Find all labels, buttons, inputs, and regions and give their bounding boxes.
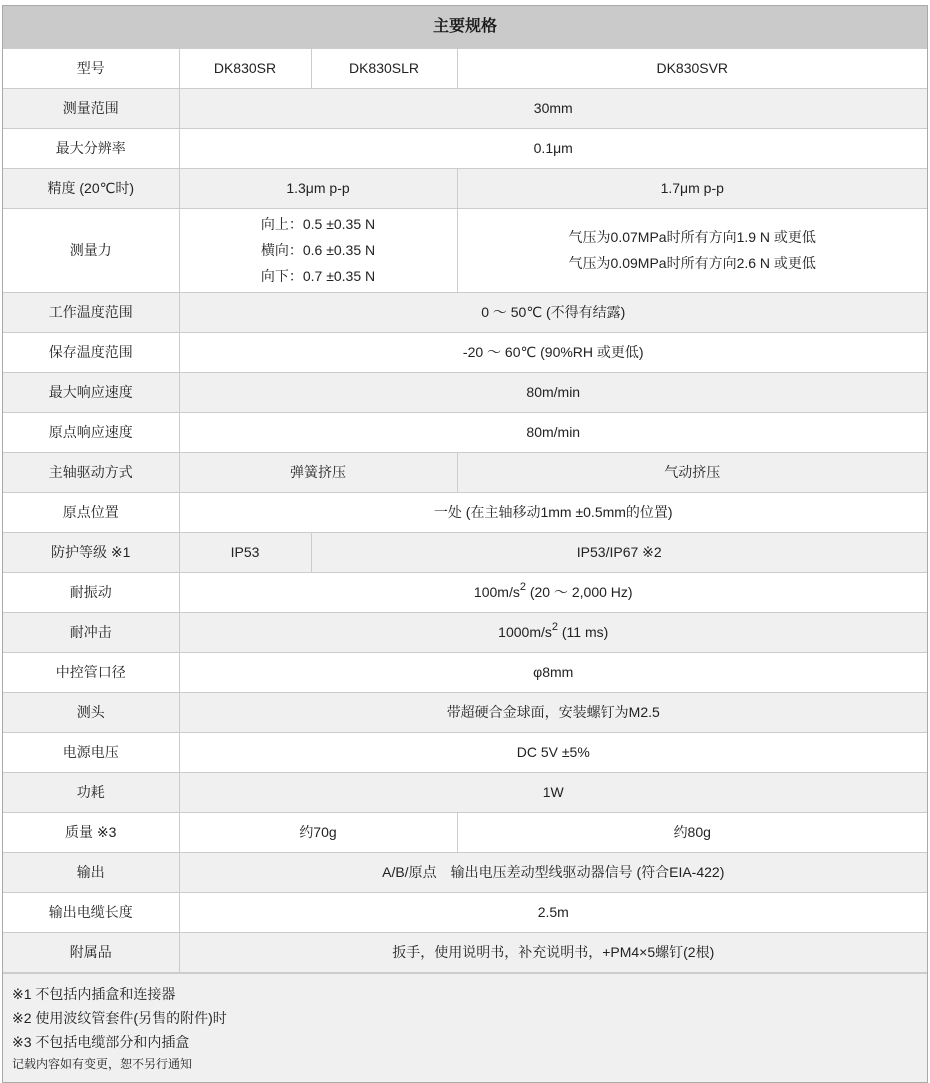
footnotes-section bbox=[3, 973, 927, 1082]
spindle-drive-value-right: 气动挤压 bbox=[457, 452, 927, 492]
probe-value: 带超硬合金球面，安装螺钉为M2.5 bbox=[179, 692, 927, 732]
row-vibration bbox=[3, 572, 927, 612]
vibration-value-post: (20 ～ 2,000 Hz) bbox=[525, 583, 633, 600]
row-protection bbox=[3, 532, 927, 572]
cable-length-label: 输出电缆长度 bbox=[3, 892, 179, 932]
row-model bbox=[3, 48, 927, 88]
row-probe bbox=[3, 692, 927, 732]
accessories-label: 附属品 bbox=[3, 932, 179, 972]
max-response-speed-value: 80m/min bbox=[179, 372, 927, 412]
measuring-force-label: 测量力 bbox=[3, 208, 179, 292]
row-max-response-speed bbox=[3, 372, 927, 412]
hollow-tube-label: 中控管口径 bbox=[3, 652, 179, 692]
max-resolution-label: 最大分辨率 bbox=[3, 128, 179, 168]
hollow-tube-value: φ8mm bbox=[179, 652, 927, 692]
disclaimer-text: 记载内容如有变更，恕不另行通知 bbox=[12, 1056, 193, 1071]
max-response-speed-label: 最大响应速度 bbox=[3, 372, 179, 412]
force-line-lateral: 横向：0.6 ±0.35 N bbox=[260, 242, 376, 258]
mass-label: 质量 ※3 bbox=[3, 812, 179, 852]
row-accuracy bbox=[3, 168, 927, 208]
protection-value-left: IP53 bbox=[179, 532, 311, 572]
row-power-consumption bbox=[3, 772, 927, 812]
model-value-svr: DK830SVR bbox=[457, 48, 927, 88]
origin-response-speed-label: 原点响应速度 bbox=[3, 412, 179, 452]
shock-label: 耐冲击 bbox=[3, 612, 179, 652]
vibration-value-pre: 100m/s bbox=[473, 583, 520, 600]
mass-value-right: 约80g bbox=[457, 812, 927, 852]
mass-value-left: 约70g bbox=[179, 812, 457, 852]
row-cable-length bbox=[3, 892, 927, 932]
protection-value-right: IP53/IP67 ※2 bbox=[311, 532, 927, 572]
accessories-value: 扳手，使用说明书，补充说明书，+PM4×5螺钉(2根) bbox=[179, 932, 927, 972]
spindle-drive-label: 主轴驱动方式 bbox=[3, 452, 179, 492]
max-resolution-value: 0.1μm bbox=[179, 128, 927, 168]
operating-temp-value: 0 ～ 50℃ (不得有结露) bbox=[179, 292, 927, 332]
footnote-1: ※1 不包括内插盒和连接器 bbox=[12, 985, 176, 1002]
force-line-air1: 气压为0.07MPa时所有方向1.9 N 或更低 bbox=[568, 229, 816, 245]
row-accessories bbox=[3, 932, 927, 972]
shock-value-pre: 1000m/s bbox=[498, 623, 552, 640]
footnote-3: ※3 不包括电缆部分和内插盒 bbox=[12, 1033, 190, 1050]
force-line-up: 向上：0.5 ±0.35 N bbox=[260, 216, 376, 232]
output-label: 输出 bbox=[3, 852, 179, 892]
measuring-range-label: 测量范围 bbox=[3, 88, 179, 128]
shock-value bbox=[179, 612, 927, 652]
shock-value-post: (11 ms) bbox=[558, 623, 609, 640]
power-consumption-label: 功耗 bbox=[3, 772, 179, 812]
protection-label: 防护等级 ※1 bbox=[3, 532, 179, 572]
origin-position-value: 一处 (在主轴移动1mm ±0.5mm的位置) bbox=[179, 492, 927, 532]
row-mass bbox=[3, 812, 927, 852]
force-line-air2: 气压为0.09MPa时所有方向2.6 N 或更低 bbox=[568, 255, 816, 271]
accuracy-value-left: 1.3μm p-p bbox=[179, 168, 457, 208]
row-measuring-force bbox=[3, 208, 927, 292]
power-consumption-value: 1W bbox=[179, 772, 927, 812]
measuring-force-value-left bbox=[179, 208, 457, 292]
output-value: A/B/原点 输出电压差动型线驱动器信号 (符合EIA-422) bbox=[179, 852, 927, 892]
power-voltage-label: 电源电压 bbox=[3, 732, 179, 772]
row-spindle-drive bbox=[3, 452, 927, 492]
vibration-label: 耐振动 bbox=[3, 572, 179, 612]
row-hollow-tube bbox=[3, 652, 927, 692]
row-max-resolution bbox=[3, 128, 927, 168]
spindle-drive-value-left: 弹簧挤压 bbox=[179, 452, 457, 492]
storage-temp-label: 保存温度范围 bbox=[3, 332, 179, 372]
row-measuring-range bbox=[3, 88, 927, 128]
shock-value-sup: 2 bbox=[551, 621, 558, 634]
row-storage-temp bbox=[3, 332, 927, 372]
row-origin-response-speed bbox=[3, 412, 927, 452]
row-operating-temp bbox=[3, 292, 927, 332]
vibration-value bbox=[179, 572, 927, 612]
footnote-2: ※2 使用波纹管套件(另售的附件)时 bbox=[12, 1009, 227, 1026]
force-line-down: 向下：0.7 ±0.35 N bbox=[260, 268, 376, 284]
operating-temp-label: 工作温度范围 bbox=[3, 292, 179, 332]
spec-table bbox=[3, 6, 927, 973]
table-title: 主要规格 bbox=[3, 6, 927, 48]
row-output bbox=[3, 852, 927, 892]
row-origin-position bbox=[3, 492, 927, 532]
model-value-slr: DK830SLR bbox=[311, 48, 457, 88]
storage-temp-value: -20 ～ 60℃ (90%RH 或更低) bbox=[179, 332, 927, 372]
model-value-sr: DK830SR bbox=[179, 48, 311, 88]
measuring-force-value-right bbox=[457, 208, 927, 292]
row-power-voltage bbox=[3, 732, 927, 772]
origin-position-label: 原点位置 bbox=[3, 492, 179, 532]
row-shock bbox=[3, 612, 927, 652]
vibration-value-sup: 2 bbox=[519, 581, 526, 594]
spec-title-row bbox=[3, 6, 927, 48]
origin-response-speed-value: 80m/min bbox=[179, 412, 927, 452]
measuring-range-value: 30mm bbox=[179, 88, 927, 128]
power-voltage-value: DC 5V ±5% bbox=[179, 732, 927, 772]
cable-length-value: 2.5m bbox=[179, 892, 927, 932]
accuracy-value-right: 1.7μm p-p bbox=[457, 168, 927, 208]
model-label: 型号 bbox=[3, 48, 179, 88]
accuracy-label: 精度 (20℃时) bbox=[3, 168, 179, 208]
probe-label: 测头 bbox=[3, 692, 179, 732]
spec-table-container bbox=[2, 5, 928, 1083]
